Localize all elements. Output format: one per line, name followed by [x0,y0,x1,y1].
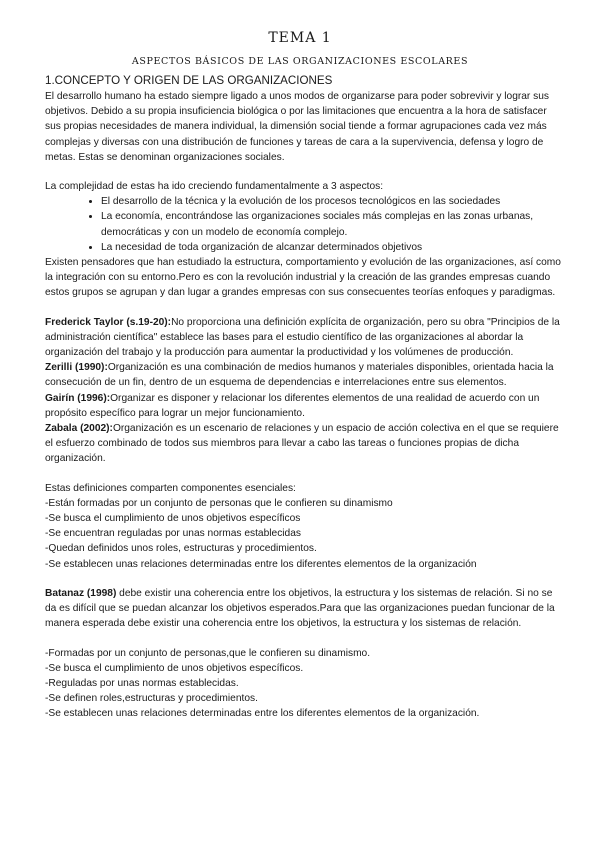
complexity-paragraph: La complejidad de estas ha ido creciendo fundamentalmente a 3 aspectos: [45,181,384,193]
list-item: -Reguladas por unas normas establecidas. [45,677,239,689]
definition-author: Frederick Taylor (s.19-20): [45,316,172,328]
list-item: • La economía, encontrándose las organizaciones sociales más complejas en las zonas urbanas, democráticas y con un modelo de economía complejo. [101,209,565,239]
batanaz-text: debe existir una coherencia entre los objetivos, la estructura y los sistemas de relación. Si no se da es difícil que se puedan alcanzar los objetivos esperados.Para que las organizaciones puedan funcionar de la manera esperada debe existir una coherencia entre los objetivos, la estructura y los sistemas de relación. [45,587,555,630]
list-item: -Formadas por un conjunto de personas,que le confieren su dinamismo. [45,647,371,659]
definition-taylor [45,315,565,361]
components-intro: Estas definiciones comparten componentes esenciales: [45,482,296,494]
list-item: -Se encuentran reguladas por unas normas establecidas [45,528,301,540]
aspects-list [45,194,565,255]
batanaz-list [45,646,565,722]
section-heading: 1.CONCEPTO Y ORIGEN DE LAS ORGANIZACIONES [45,74,333,87]
definition-text: Organización es una combinación de medios humanos y materiales disponibles, orientada hacia la consecución de un fin, dentro de un esquema de dependencias e interrelaciones entre sus elementos. [45,362,554,389]
definition-author: Zerilli (1990): [45,362,108,374]
list-item: -Quedan definidos unos roles, estructuras y procedimientos. [45,543,317,555]
definition-zerilli [45,360,565,390]
document-body [45,73,565,722]
list-item: -Están formadas por un conjunto de personas que le confieren su dinamismo [45,497,393,509]
document-title: TEMA 1 [268,30,332,46]
thinkers-paragraph: Existen pensadores que han estudiado la estructura, comportamiento y evolución de las organizaciones, así como la integración con su entorno.Pero es con la revolución industrial y la creación de las grandes empresas cuando estos grupos se agrupan y dan lugar a grandes empresas con sus consecuentes teorías enfoques y paradigmas. [45,257,561,299]
definition-text: No proporciona una definición explícita de organización, pero su obra "Principios de la administración científica" establece las bases para el estudio científico de las organizaciones al abordar la organización del trabajo y la producción para aumentar la productividad y los volúmenes de producción. [45,316,560,359]
definition-text: Organización es un escenario de relaciones y un espacio de acción colectiva en el que se requiere el esfuerzo combinado de todos sus miembros para llevar a cabo las tareas o funciones propias de dicha organización. [45,423,559,465]
definition-author: Gairín (1996): [45,392,111,404]
definition-text: Organizar es disponer y relacionar los diferentes elementos de una realidad de acuerdo con un propósito específico para lograr un mejor funcionamiento. [45,392,540,419]
components-list [45,496,565,572]
list-item: • La necesidad de toda organización de alcanzar determinados objetivos [101,240,565,255]
list-item: • El desarrollo de la técnica y la evolución de los procesos tecnológicos en las sociedades [101,194,565,209]
definition-zabala [45,421,565,467]
batanaz-author: Batanaz (1998) [45,587,117,599]
list-item: -Se establecen unas relaciones determinadas entre los diferentes elementos de la organización. [45,708,480,720]
list-item: -Se definen roles,estructuras y procedimientos. [45,693,258,705]
intro-paragraph: El desarrollo humano ha estado siempre ligado a unos modos de organizarse para poder sobrevivir y lograr sus objetivos. Debido a su propia insuficiencia biológica o por las limitaciones que encuentra a la hora de satisfacer sus propias necesidades de manera individual, la dimensión social tiende a formar agrupaciones cada vez más complejas y diversas con una distribución de funciones y tareas de cara a la supervivencia, defensa y logro de metas. Estas se denominan organizaciones sociales. [45,91,549,163]
document-subtitle: ASPECTOS BÁSICOS DE LAS ORGANIZACIONES ESCOLARES [131,56,469,67]
batanaz-paragraph [45,586,565,632]
list-item: -Se establecen unas relaciones determinadas entre los diferentes elementos de la organización [45,558,477,570]
definition-gairin [45,391,565,421]
list-item: -Se busca el cumplimiento de unos objetivos específicos. [45,662,304,674]
definition-author: Zabala (2002): [45,423,113,435]
list-item: -Se busca el cumplimiento de unos objetivos específicos [45,513,301,525]
